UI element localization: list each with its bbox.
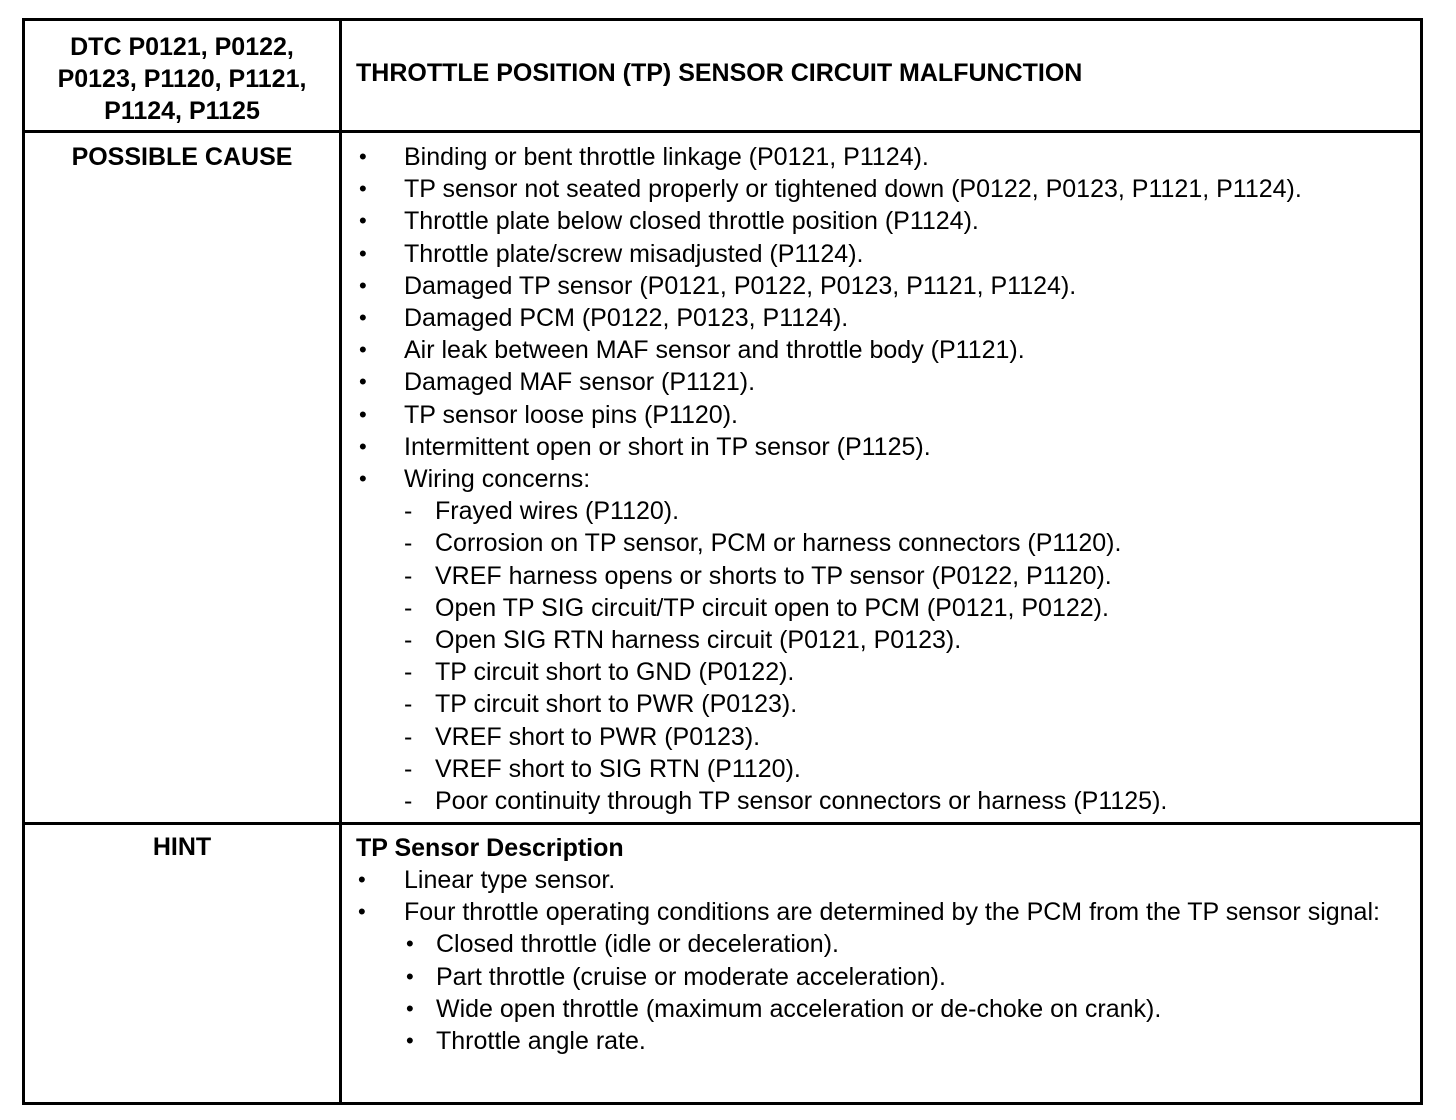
wiring-item (404, 721, 1456, 753)
bullet-icon: • (359, 176, 367, 202)
cause-text: Binding or bent throttle linkage (P0121, P1124). (404, 143, 929, 171)
bullet-icon: • (359, 337, 367, 363)
bullet-icon: • (359, 369, 367, 395)
dash-icon: - (404, 561, 413, 590)
cause-item (342, 334, 1420, 366)
cause-item (342, 238, 1420, 270)
cause-item (342, 205, 1420, 237)
wiring-item (404, 592, 1456, 624)
wiring-text: VREF short to PWR (P0123). (435, 722, 761, 751)
dash-icon: - (404, 722, 413, 751)
cause-item (342, 141, 1420, 173)
cause-item-wiring (342, 463, 1420, 817)
cause-item (342, 173, 1420, 205)
bullet-icon: • (406, 995, 414, 1021)
bullet-icon: • (358, 867, 366, 892)
bullet-icon: • (359, 466, 367, 492)
wiring-item (404, 527, 1456, 559)
dtc-title-cell (341, 20, 1422, 132)
bullet-icon: • (359, 433, 367, 459)
throttle-conditions-list (404, 928, 1420, 1057)
dash-icon: - (404, 658, 413, 687)
wiring-text: Open SIG RTN harness circuit (P0121, P0123). (435, 626, 962, 655)
wiring-item (404, 785, 1456, 817)
condition-item (404, 1025, 1420, 1057)
cause-text: Intermittent open or short in TP sensor (P1125). (404, 432, 931, 461)
wiring-concerns-list (404, 495, 1420, 817)
dash-icon: - (404, 593, 413, 622)
condition-text: Part throttle (cruise or moderate acceleration). (436, 962, 946, 991)
wiring-text: Poor continuity through TP sensor connectors or harness (P1125). (435, 787, 1168, 816)
cause-item (342, 399, 1420, 431)
dash-icon: - (404, 787, 413, 816)
condition-text: Closed throttle (idle or deceleration). (436, 930, 839, 959)
bullet-icon: • (359, 208, 367, 234)
bullet-icon: • (359, 401, 367, 427)
cause-item (342, 366, 1420, 398)
wiring-text: Open TP SIG circuit/TP circuit open to PCM (P0121, P0122). (435, 593, 1109, 622)
cause-text: Damaged MAF sensor (P1121). (404, 368, 756, 397)
bullet-icon: • (358, 899, 366, 925)
bullet-icon: • (359, 144, 367, 169)
condition-item (404, 961, 1420, 993)
cause-text: TP sensor not seated properly or tightened down (P0122, P0123, P1121, P1124). (404, 175, 1302, 204)
hint-text: Linear type sensor. (404, 866, 616, 894)
hint-row (24, 824, 1422, 1104)
condition-text: Throttle angle rate. (436, 1027, 646, 1056)
cause-text: Damaged TP sensor (P0121, P0122, P0123, P1121, P1124). (404, 271, 1077, 300)
cause-text: Wiring concerns: (404, 465, 591, 494)
cause-text: Damaged PCM (P0122, P0123, P1124). (404, 304, 849, 333)
cause-item (342, 302, 1420, 334)
dtc-codes-cell (24, 20, 341, 132)
bullet-icon: • (406, 931, 414, 957)
wiring-text: Corrosion on TP sensor, PCM or harness connectors (P1120). (435, 529, 1122, 558)
hint-item (356, 864, 1420, 896)
dash-icon: - (404, 626, 413, 655)
possible-cause-list (342, 133, 1420, 817)
possible-cause-label-cell (24, 132, 341, 824)
bullet-icon: • (359, 272, 367, 298)
possible-cause-label: POSSIBLE CAUSE (71, 143, 293, 171)
bullet-icon: • (359, 305, 367, 331)
cause-item (342, 270, 1420, 302)
wiring-text: VREF short to SIG RTN (P1120). (435, 754, 801, 783)
wiring-item (404, 656, 1456, 688)
header-row (24, 20, 1422, 132)
wiring-item (404, 753, 1456, 785)
wiring-item (404, 560, 1456, 592)
condition-text: Wide open throttle (maximum acceleration or de-choke on crank). (436, 994, 1162, 1023)
cause-item (342, 431, 1420, 463)
dash-icon: - (404, 754, 413, 783)
dtc-codes-line: P1124, P1125 (104, 97, 260, 125)
hint-title: TP Sensor Description (356, 834, 624, 862)
dash-icon: - (404, 529, 413, 558)
possible-cause-row (24, 132, 1422, 824)
condition-item (404, 993, 1420, 1025)
dtc-codes-line: DTC P0121, P0122, (70, 33, 294, 61)
hint-label: HINT (152, 833, 212, 861)
dtc-codes-line: P0123, P1120, P1121, (57, 65, 307, 93)
wiring-item (404, 624, 1456, 656)
condition-item (404, 928, 1420, 960)
hint-label-cell (24, 824, 341, 1104)
hint-content (341, 824, 1422, 1104)
bullet-icon: • (406, 1028, 414, 1054)
cause-text: Air leak between MAF sensor and throttle body (P1121). (404, 336, 1025, 365)
wiring-text: Frayed wires (P1120). (435, 497, 680, 526)
dash-icon: - (404, 497, 413, 526)
wiring-item (404, 688, 1456, 720)
cause-text: Throttle plate below closed throttle position (P1124). (404, 207, 979, 236)
wiring-text: TP circuit short to PWR (P0123). (435, 690, 798, 719)
bullet-icon: • (406, 963, 414, 989)
cause-text: TP sensor loose pins (P1120). (404, 400, 738, 429)
cause-text: Throttle plate/screw misadjusted (P1124). (404, 239, 864, 268)
dtc-title: THROTTLE POSITION (TP) SENSOR CIRCUIT MALFUNCTION (356, 59, 1083, 87)
hint-item (356, 896, 1420, 1057)
dtc-table (22, 18, 1423, 1105)
hint-list (356, 864, 1420, 1057)
wiring-text: TP circuit short to GND (P0122). (435, 658, 795, 687)
hint-text: Four throttle operating conditions are determined by the PCM from the TP sensor signal: (404, 898, 1380, 927)
possible-cause-content (341, 132, 1422, 824)
wiring-item (404, 495, 1456, 527)
bullet-icon: • (359, 240, 367, 266)
dash-icon: - (404, 690, 413, 719)
wiring-text: VREF harness opens or shorts to TP sensor (P0122, P1120). (435, 561, 1112, 590)
